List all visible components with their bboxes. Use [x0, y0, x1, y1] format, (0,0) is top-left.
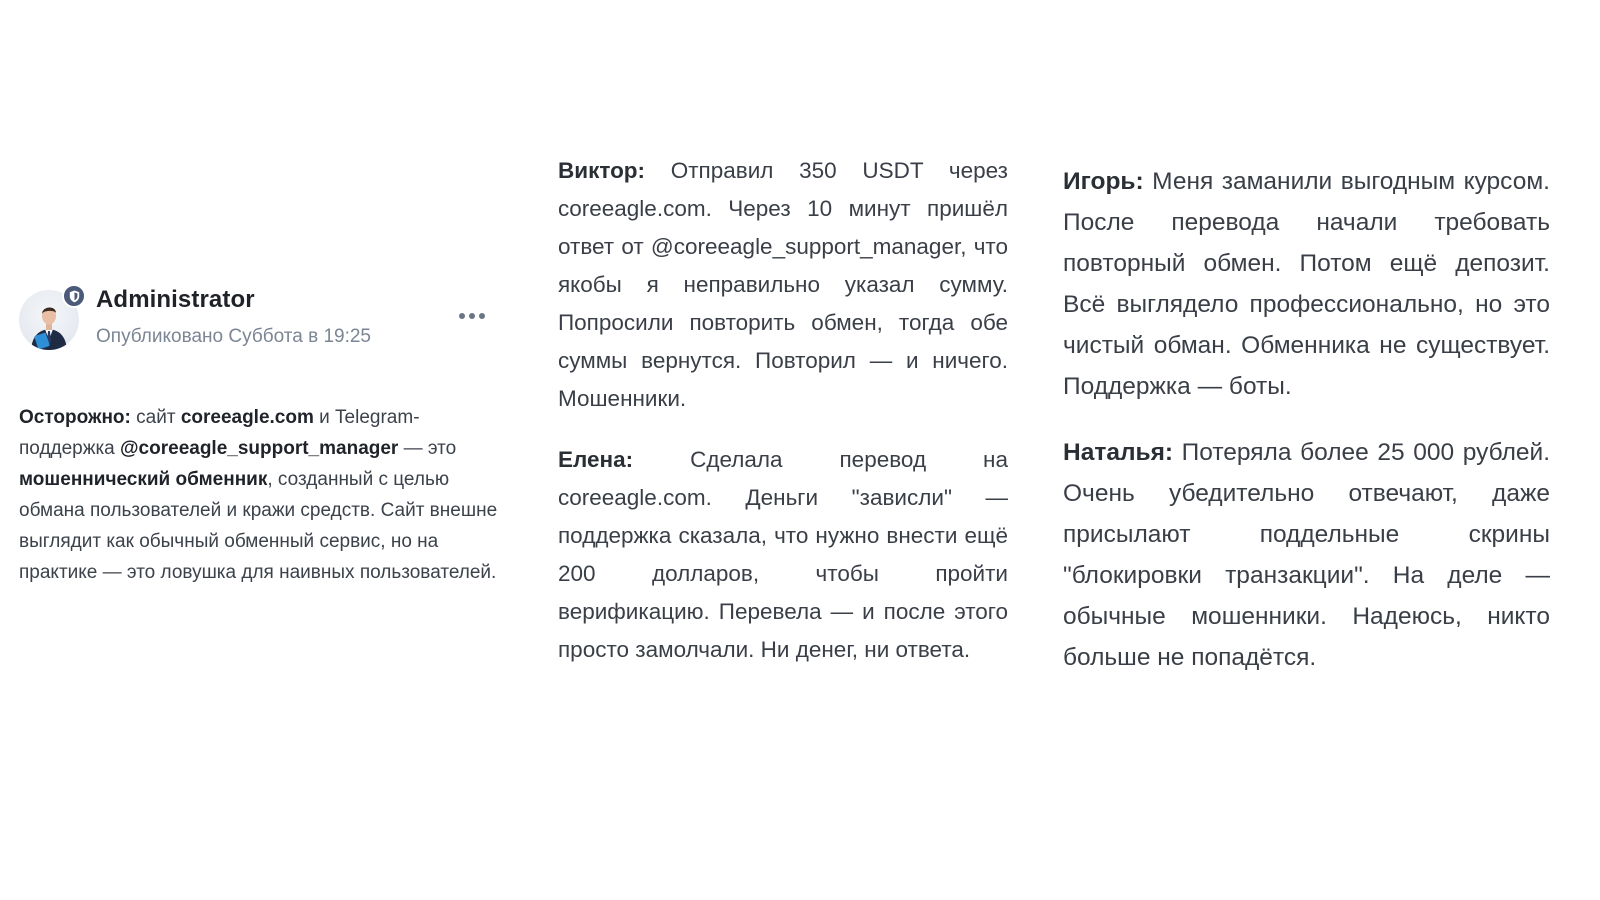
review-text: Меня заманили выгодным курсом. После перевода начали требовать повторный обмен. Потом ещё депозит. Всё выглядело профессионально, но это чистый обман. Обменника не существует. Поддержка — боты. — [1063, 168, 1550, 400]
scam-label: мошеннический обменник — [19, 469, 268, 490]
post-card — [19, 284, 499, 588]
telegram-handle: @coreeagle_support_manager — [120, 438, 399, 459]
badge-shield — [62, 284, 86, 308]
post-timestamp: Опубликовано Суббота в 19:25 — [96, 326, 371, 347]
dot — [479, 313, 485, 319]
post-text: сайт — [130, 407, 181, 428]
dot — [469, 313, 475, 319]
post-body — [19, 402, 499, 588]
review-author: Наталья: — [1063, 439, 1174, 466]
review-text: Отправил 350 USDT через coreeagle.com. Через 10 минут пришёл ответ от @coreeagle_support_manager, что якобы я неправильно указал сумму. Попросили повторить обмен, тогда обе суммы вернутся. Повторил — и ничего. Мошенники. — [558, 158, 1008, 411]
dot — [459, 313, 465, 319]
review-item — [558, 152, 1008, 418]
review-author: Елена: — [558, 447, 634, 472]
reviews-column-middle — [558, 152, 1008, 669]
post-text: и Telegram-поддержка — [19, 407, 420, 459]
review-item — [558, 441, 1008, 669]
review-author: Игорь: — [1063, 168, 1144, 195]
post-header — [19, 284, 499, 354]
reviews-column-right — [1063, 161, 1550, 678]
review-text: Сделала перевод на coreeagle.com. Деньги "зависли" — поддержка сказала, что нужно внести ещё 200 долларов, чтобы пройти верификацию. Перевела — и после этого просто замолчали. Ни денег, ни ответа. — [558, 447, 1008, 662]
warning-label: Осторожно: — [19, 407, 131, 428]
shield-icon — [69, 290, 80, 303]
post-text: , созданный с целью обмана пользователей и кражи средств. Сайт внешне выглядит как обычный обменный сервис, но на практике — это ловушка для наивных пользователей. — [19, 469, 498, 583]
review-text: Потеряла более 25 000 рублей. Очень убедительно отвечают, даже присылают поддельные скрины "блокировки транзакции". На деле — обычные мошенники. Надеюсь, никто больше не попадётся. — [1063, 439, 1550, 671]
more-horizontal-icon[interactable] — [459, 313, 485, 321]
author-name[interactable]: Administrator — [96, 286, 255, 313]
post-text: — это — [398, 438, 457, 459]
review-author: Виктор: — [558, 158, 646, 183]
review-item — [1063, 432, 1550, 678]
site-name: coreeagle.com — [180, 407, 314, 428]
review-item — [1063, 161, 1550, 407]
